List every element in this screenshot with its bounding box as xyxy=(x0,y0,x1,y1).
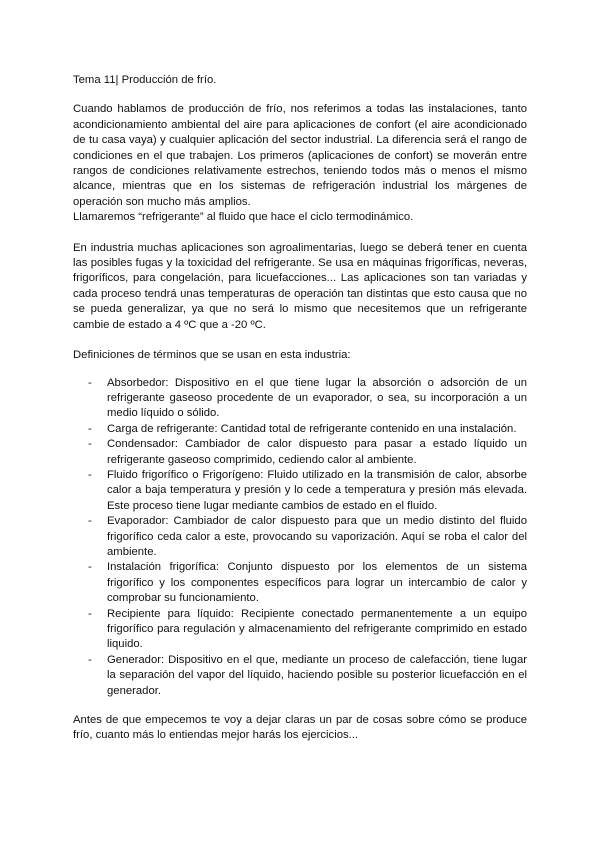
definition-item xyxy=(73,437,527,468)
bullet-marker: - xyxy=(88,438,92,451)
document-title: Tema 11| Producción de frío. xyxy=(73,74,217,86)
definition-item xyxy=(73,653,527,699)
closing-paragraph: Antes de que empecemos te voy a dejar claras un par de cosas sobre cómo se produce frío, cuanto más lo entiendas mejor harás los ejercicios... xyxy=(73,714,527,742)
definition-item xyxy=(73,376,527,422)
definition-item xyxy=(73,560,527,606)
bullet-marker: - xyxy=(88,376,92,389)
definition-text: Evaporador: Cambiador de calor dispuesto para que un medio distinto del fluido frigorífico ceda calor a este, provocando su vaporización. Aquí se roba el calor del ambiente. xyxy=(107,515,527,558)
definition-item xyxy=(73,468,527,514)
industry-paragraph: En industria muchas aplicaciones son agroalimentarias, luego se deberá tener en cuenta las posibles fugas y la toxicidad del refrigerante. Se usa en máquinas frigoríficas, neveras, frigoríficos, para congelación, para licuefacciones... Las aplicaciones son tan variadas y cada proceso tendrá unas temperaturas de operación tan distintas que esto causa que no se pueda generalizar, ya que no será lo mismo que necesitemos que un refrigerante cambie de estado a 4 ºC que a -20 ºC. xyxy=(73,241,527,331)
definition-text: Fluido frigorífico o Frigorígeno: Fluido utilizado en la transmisión de calor, absorbe calor a baja temperatura y presión y lo cede a temperatura y presión más elevada. Este proceso tiene lugar mediante cambios de estado en el fluido. xyxy=(107,468,527,512)
refrigerant-definition-paragraph: Llamaremos “refrigerante” al fluido que hace el ciclo termodinámico. xyxy=(73,211,414,224)
bullet-marker: - xyxy=(88,653,92,666)
definition-text: Absorbedor: Dispositivo en el que tiene lugar la absorción o adsorción de un refrigerante gaseoso procedente de un evaporador, o sea, su incorporación a un medio líquido o sólido. xyxy=(107,376,527,420)
definition-text: Carga de refrigerante: Cantidad total de refrigerante contenido en una instalación. xyxy=(107,422,517,435)
bullet-marker: - xyxy=(88,515,92,528)
bullet-marker: - xyxy=(88,422,92,435)
definition-item xyxy=(73,422,527,437)
definition-item xyxy=(73,514,527,560)
definitions-intro: Definiciones de términos que se usan en esta industria: xyxy=(73,349,351,362)
definition-text: Instalación frigorífica: Conjunto dispuesto por los elementos de un sistema frigorífico y los componentes específicos para lograr un intercambio de calor y comprobar su funcionamiento. xyxy=(107,561,527,605)
bullet-marker: - xyxy=(88,468,92,481)
definition-text: Recipiente para líquido: Recipiente conectado permanentemente a un equipo frigorífico para regulación y almacenamiento del refrigerante comprimido en estado liquido. xyxy=(107,607,527,651)
bullet-marker: - xyxy=(88,607,92,620)
definitions-list xyxy=(73,376,527,700)
intro-paragraph: Cuando hablamos de producción de frío, nos referimos a todas las instalaciones, tanto acondicionamiento ambiental del aire para aplicaciones de confort (el aire acondicionado de tu casa vaya) y cualquier aplicación del sector industrial. La diferencia será el rango de condiciones en el que trabajen. Los primeros (aplicaciones de confort) se moverán entre rangos de condiciones relativamente estrechos, teniendo todos más o menos el mismo alcance, mientras que en los sistemas de refrigeración industrial los márgenes de operación son mucho más amplios. xyxy=(73,103,527,208)
definition-text: Generador: Dispositivo en el que, mediante un proceso de calefacción, tiene lugar la separación del vapor del líquido, haciendo posible su posterior licuefacción en el generador. xyxy=(107,653,527,697)
definition-text: Condensador: Cambiador de calor dispuesto para pasar a estado líquido un refrigerante gaseoso comprimido, cediendo calor al ambiente. xyxy=(107,438,527,466)
definition-item xyxy=(73,607,527,653)
bullet-marker: - xyxy=(88,561,92,574)
